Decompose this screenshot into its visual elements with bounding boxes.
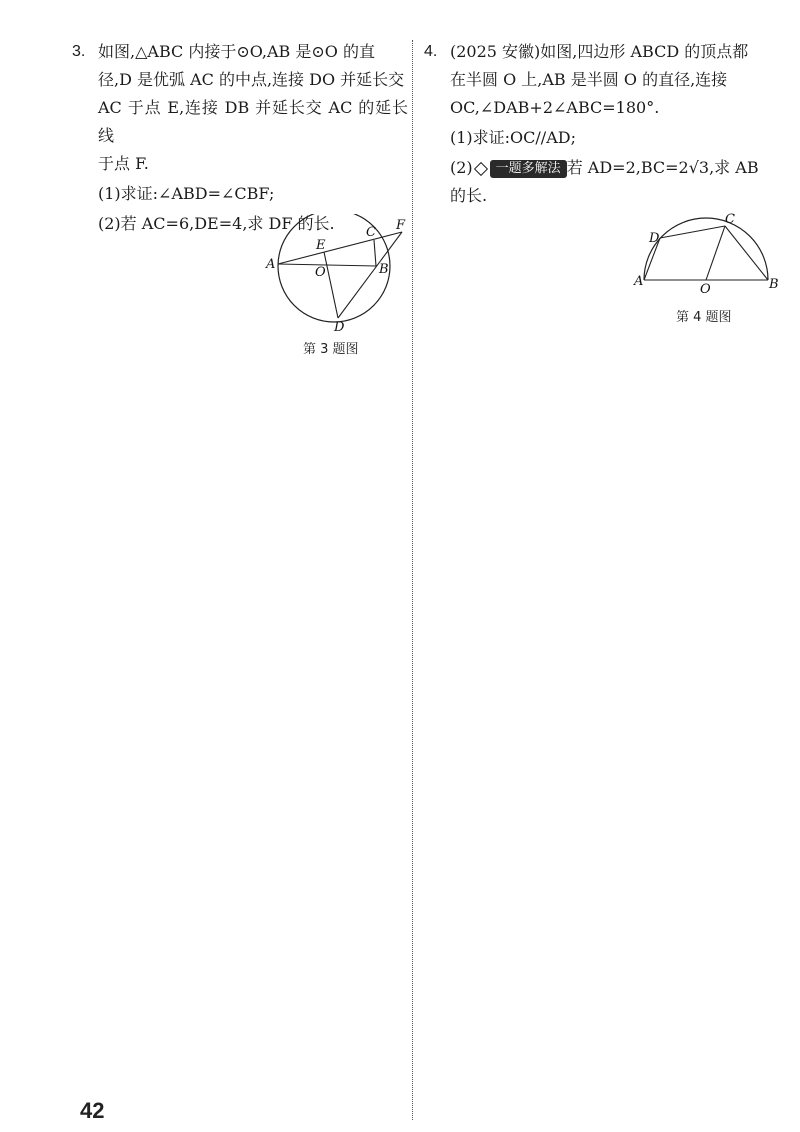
segment-dc bbox=[660, 226, 725, 238]
question-4-part-1: (1)求证:OC//AD; bbox=[450, 128, 576, 147]
question-4-part-2-prefix: (2) bbox=[450, 158, 473, 177]
label-a: A bbox=[634, 274, 644, 289]
question-3-line-3: AC 于点 E,连接 DB 并延长交 AC 的延长线 bbox=[98, 98, 408, 145]
label-f: F bbox=[396, 218, 406, 233]
question-4-diagram bbox=[632, 210, 780, 296]
segment-oc bbox=[706, 226, 725, 280]
label-d: D bbox=[334, 320, 345, 332]
label-c: C bbox=[725, 212, 735, 227]
segment-de bbox=[324, 252, 338, 318]
segment-df bbox=[338, 232, 402, 318]
label-e: E bbox=[316, 238, 326, 253]
question-4-part-2-line-2: 的长. bbox=[450, 186, 488, 205]
label-c: C bbox=[366, 225, 376, 240]
multi-solution-badge: 一题多解法 bbox=[490, 160, 567, 178]
question-3-number: 3. bbox=[72, 43, 86, 60]
question-3-body bbox=[98, 38, 408, 238]
question-4-part-2-text: 若 AD=2,BC=2√3,求 AB bbox=[566, 158, 759, 177]
segment-af bbox=[278, 232, 402, 264]
question-4-number: 4. bbox=[424, 43, 438, 60]
question-4-line-2: 在半圆 O 上,AB 是半圆 O 的直径,连接 bbox=[450, 70, 728, 89]
label-o: O bbox=[700, 282, 711, 296]
diamond-icon bbox=[474, 161, 488, 175]
label-o: O bbox=[315, 265, 326, 280]
multi-solution-tag bbox=[473, 160, 567, 178]
question-4-body bbox=[450, 38, 776, 210]
semicircle-o bbox=[644, 218, 768, 280]
segment-bc bbox=[374, 240, 376, 266]
question-3 bbox=[72, 38, 408, 238]
question-3-caption: 第 3 题图 bbox=[303, 342, 359, 357]
label-d: D bbox=[649, 231, 660, 246]
label-b: B bbox=[769, 277, 779, 292]
question-3-line-2: 径,D 是优弧 AC 的中点,连接 DO 并延长交 bbox=[98, 70, 405, 89]
question-4-part-2 bbox=[450, 154, 776, 182]
question-4-caption: 第 4 题图 bbox=[676, 310, 732, 325]
question-3-part-2: (2)若 AC=6,DE=4,求 DF 的长. bbox=[98, 214, 335, 233]
question-3-diagram bbox=[258, 214, 418, 332]
question-4-line-1: (2025 安徽)如图,四边形 ABCD 的顶点都 bbox=[450, 42, 749, 61]
question-4-line-3: OC,∠DAB+2∠ABC=180°. bbox=[450, 98, 660, 117]
question-3-line-1: 如图,△ABC 内接于⊙O,AB 是⊙O 的直 bbox=[98, 42, 376, 61]
column-divider bbox=[412, 40, 413, 1120]
question-3-figure bbox=[258, 214, 418, 332]
question-3-part-1: (1)求证:∠ABD=∠CBF; bbox=[98, 184, 275, 203]
question-4 bbox=[424, 38, 776, 210]
question-4-figure bbox=[632, 210, 780, 296]
label-b: B bbox=[379, 262, 389, 277]
label-a: A bbox=[266, 257, 276, 272]
question-3-line-4: 于点 F. bbox=[98, 154, 149, 173]
page-number: 42 bbox=[80, 1098, 105, 1123]
